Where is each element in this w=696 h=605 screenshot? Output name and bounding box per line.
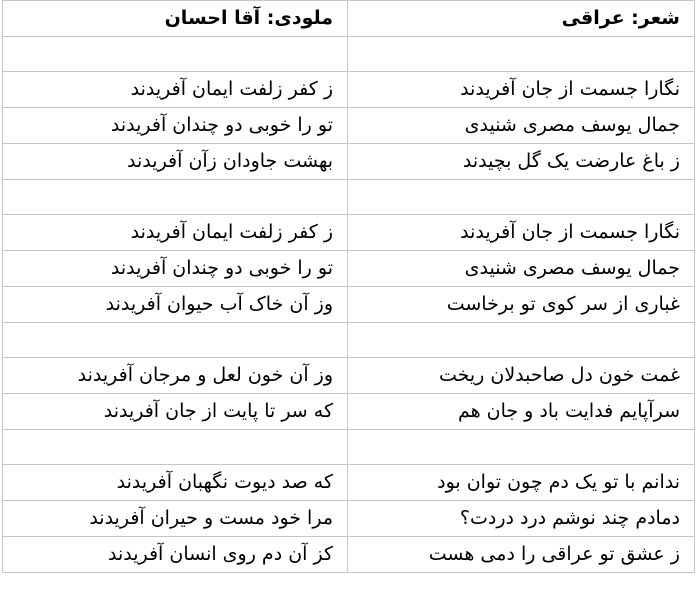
second-hemistich-cell[interactable]: مرا خود مست و حیران آفریدند — [3, 501, 348, 537]
second-hemistich-cell[interactable]: کز آن دم روی انسان آفریدند — [3, 537, 348, 573]
first-hemistich-cell[interactable]: نگارا جسمت از جان آفریدند — [348, 72, 695, 108]
table-row — [3, 394, 695, 430]
table-row — [3, 251, 695, 287]
first-hemistich-cell[interactable]: غمت خون دل صاحبدلان ریخت — [348, 358, 695, 394]
table-row — [3, 501, 695, 537]
table-row — [3, 180, 695, 215]
second-hemistich-cell[interactable]: ز کفر زلفت ایمان آفریدند — [3, 72, 348, 108]
poet-header-cell[interactable]: شعر: عراقی — [348, 1, 695, 37]
first-hemistich-cell[interactable] — [348, 37, 695, 72]
header-row — [3, 1, 695, 37]
second-hemistich-cell[interactable]: بهشت جاودان زآن آفریدند — [3, 144, 348, 180]
spreadsheet — [2, 0, 694, 603]
table-row — [3, 287, 695, 323]
table-row — [3, 323, 695, 358]
second-hemistich-cell[interactable]: که سر تا پایت از جان آفریدند — [3, 394, 348, 430]
second-hemistich-cell[interactable]: وز آن خاک آب حیوان آفریدند — [3, 287, 348, 323]
poem-table — [2, 0, 695, 573]
table-row — [3, 108, 695, 144]
first-hemistich-cell[interactable]: ندانم با تو یک دم چون توان بود — [348, 465, 695, 501]
second-hemistich-cell[interactable]: ز کفر زلفت ایمان آفریدند — [3, 215, 348, 251]
second-hemistich-cell[interactable]: تو را خوبی دو چندان آفریدند — [3, 251, 348, 287]
table-row — [3, 358, 695, 394]
first-hemistich-cell[interactable]: جمال یوسف مصری شنیدی — [348, 108, 695, 144]
table-row — [3, 537, 695, 573]
composer-header-cell[interactable]: ملودی: آقا احسان — [3, 1, 348, 37]
first-hemistich-cell[interactable] — [348, 430, 695, 465]
second-hemistich-cell[interactable]: که صد دیوت نگهبان آفریدند — [3, 465, 348, 501]
first-hemistich-cell[interactable]: جمال یوسف مصری شنیدی — [348, 251, 695, 287]
first-hemistich-cell[interactable]: نگارا جسمت از جان آفریدند — [348, 215, 695, 251]
table-row — [3, 37, 695, 72]
second-hemistich-cell[interactable] — [3, 180, 348, 215]
second-hemistich-cell[interactable]: وز آن خون لعل و مرجان آفریدند — [3, 358, 348, 394]
first-hemistich-cell[interactable]: ز باغ عارضت یک گل بچیدند — [348, 144, 695, 180]
second-hemistich-cell[interactable] — [3, 430, 348, 465]
second-hemistich-cell[interactable]: تو را خوبی دو چندان آفریدند — [3, 108, 348, 144]
first-hemistich-cell[interactable]: سرآپایم فدایت باد و جان هم — [348, 394, 695, 430]
second-hemistich-cell[interactable] — [3, 323, 348, 358]
table-row — [3, 430, 695, 465]
first-hemistich-cell[interactable]: دمادم چند نوشم درد دردت؟ — [348, 501, 695, 537]
table-row — [3, 144, 695, 180]
first-hemistich-cell[interactable] — [348, 180, 695, 215]
table-row — [3, 215, 695, 251]
table-row — [3, 72, 695, 108]
table-row — [3, 465, 695, 501]
first-hemistich-cell[interactable]: غباری از سر کوی تو برخاست — [348, 287, 695, 323]
first-hemistich-cell[interactable]: ز عشق تو عراقی را دمی هست — [348, 537, 695, 573]
second-hemistich-cell[interactable] — [3, 37, 348, 72]
first-hemistich-cell[interactable] — [348, 323, 695, 358]
